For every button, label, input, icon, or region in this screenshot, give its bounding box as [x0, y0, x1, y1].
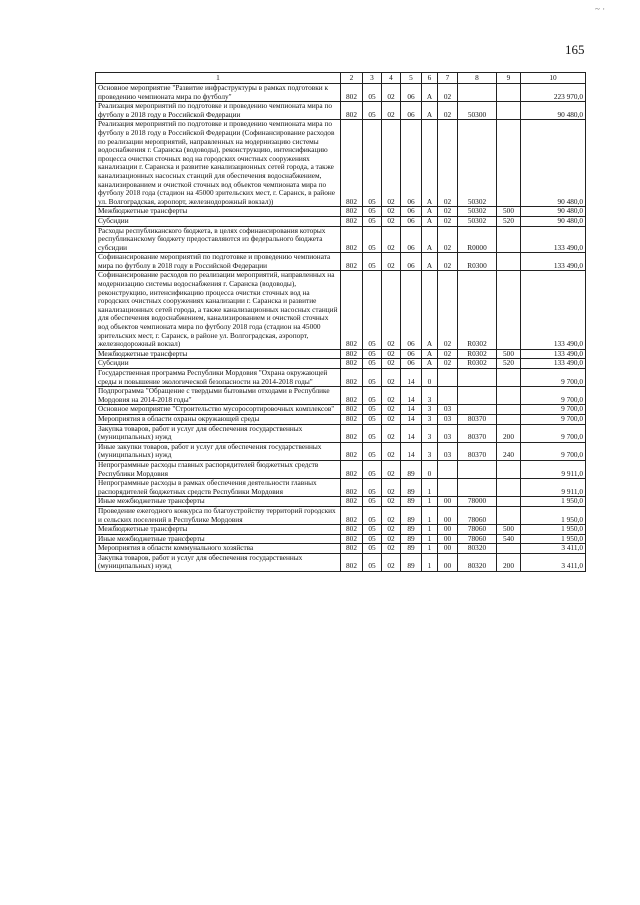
- table-row: [96, 369, 586, 387]
- row-code-subprogram: А: [422, 359, 438, 369]
- row-code-event: 02: [438, 216, 458, 226]
- row-code-event: 02: [438, 349, 458, 359]
- row-code-expense-type: [497, 544, 521, 554]
- row-name: Софинансирование мероприятий по подготовке и проведению чемпионата мира по футболу в 2018 году в Российской Федерации: [96, 253, 341, 271]
- row-code-admin: 802: [341, 497, 363, 507]
- row-name: Реализация мероприятий по подготовке и проведению чемпионата мира по футболу в 2018 году в Российской Федерации (Софинансирование расходов по реализации мероприятий, направленных на модернизацию системы водоснабжения г. Саранска (водоводы), реконструкцию, интенсификацию процесса очистки сточных вод на городских очистных сооружениях канализации г. Саранска и развитие канализационных сетей города, а также канализационных насосных станций для обеспечения водоснабжением, канализированием и очисткой сточных вод объектов чемпионата мира по футболу 2018 года (стадион на 45000 зрительских мест, г. Саранск, в районе ул. Волгоградская, аэропорт, железнодорожный вокзал)): [96, 120, 341, 207]
- row-code-subsection: 02: [382, 553, 401, 571]
- table-row: [96, 479, 586, 497]
- row-name: Основное мероприятие "Развитие инфраструктуры в рамках подготовки к проведению чемпионата мира по футболу": [96, 84, 341, 102]
- row-name: Подпрограмма "Обращение с твердыми бытовыми отходами в Республике Мордовия на 2014-2018 годы": [96, 387, 341, 405]
- row-name: Мероприятия в области коммунального хозяйства: [96, 544, 341, 554]
- row-code-program: 14: [401, 414, 422, 424]
- budget-table: [95, 72, 586, 572]
- row-code-admin: 802: [341, 207, 363, 217]
- column-header: 10: [521, 73, 586, 84]
- row-code-program: 06: [401, 216, 422, 226]
- row-code-subsection: 02: [382, 253, 401, 271]
- row-code-section: 05: [363, 253, 382, 271]
- row-code-admin: 802: [341, 102, 363, 120]
- row-amount: 133 490,0: [521, 359, 586, 369]
- row-code-program: 06: [401, 349, 422, 359]
- row-code-section: 05: [363, 553, 382, 571]
- row-code-direction: [458, 369, 497, 387]
- column-header: 1: [96, 73, 341, 84]
- row-code-event: 00: [438, 534, 458, 544]
- row-amount: 90 480,0: [521, 120, 586, 207]
- row-code-expense-type: 240: [497, 442, 521, 460]
- row-code-subsection: 02: [382, 414, 401, 424]
- row-amount: 1 950,0: [521, 497, 586, 507]
- row-code-event: 00: [438, 525, 458, 535]
- row-code-section: 05: [363, 544, 382, 554]
- row-name: Мероприятия в области охраны окружающей среды: [96, 414, 341, 424]
- row-name: Межбюджетные трансферты: [96, 525, 341, 535]
- row-code-program: 89: [401, 553, 422, 571]
- row-code-subprogram: А: [422, 349, 438, 359]
- row-name: Иные межбюджетные трансферты: [96, 497, 341, 507]
- row-amount: 133 490,0: [521, 226, 586, 253]
- row-code-section: 05: [363, 497, 382, 507]
- row-code-event: 02: [438, 102, 458, 120]
- row-code-admin: 802: [341, 525, 363, 535]
- row-code-expense-type: [497, 369, 521, 387]
- table-row: [96, 359, 586, 369]
- row-code-program: 89: [401, 497, 422, 507]
- row-code-subsection: 02: [382, 226, 401, 253]
- row-code-event: 03: [438, 424, 458, 442]
- row-code-admin: 802: [341, 226, 363, 253]
- row-code-section: 05: [363, 349, 382, 359]
- row-code-program: 06: [401, 120, 422, 207]
- row-code-program: 06: [401, 359, 422, 369]
- row-code-subsection: 02: [382, 544, 401, 554]
- row-code-expense-type: 500: [497, 525, 521, 535]
- row-code-program: 89: [401, 506, 422, 524]
- row-code-admin: 802: [341, 387, 363, 405]
- row-code-program: 06: [401, 207, 422, 217]
- row-code-direction: [458, 460, 497, 478]
- row-code-event: 03: [438, 414, 458, 424]
- row-amount: 90 480,0: [521, 216, 586, 226]
- row-amount: 9 700,0: [521, 414, 586, 424]
- row-amount: 133 490,0: [521, 271, 586, 349]
- row-code-section: 05: [363, 271, 382, 349]
- row-code-direction: 80370: [458, 424, 497, 442]
- row-amount: 9 700,0: [521, 442, 586, 460]
- row-code-expense-type: 500: [497, 207, 521, 217]
- row-code-section: 05: [363, 460, 382, 478]
- row-code-subprogram: 1: [422, 497, 438, 507]
- row-code-section: 05: [363, 506, 382, 524]
- row-code-section: 05: [363, 534, 382, 544]
- row-name: Иные закупки товаров, работ и услуг для обеспечения государственных (муниципальных) нужд: [96, 442, 341, 460]
- row-code-program: 14: [401, 442, 422, 460]
- row-code-subsection: 02: [382, 207, 401, 217]
- row-amount: 90 480,0: [521, 102, 586, 120]
- row-code-direction: 78000: [458, 497, 497, 507]
- row-code-section: 05: [363, 414, 382, 424]
- column-header: 6: [422, 73, 438, 84]
- row-code-direction: 50302: [458, 207, 497, 217]
- row-code-subsection: 02: [382, 84, 401, 102]
- row-code-direction: R0302: [458, 359, 497, 369]
- table-row: [96, 349, 586, 359]
- row-code-admin: 802: [341, 359, 363, 369]
- table-row: [96, 120, 586, 207]
- row-name: Проведение ежегодного конкурса по благоустройству территорий городских и сельских поселений в Республике Мордовия: [96, 506, 341, 524]
- row-code-expense-type: 200: [497, 553, 521, 571]
- row-code-event: 02: [438, 207, 458, 217]
- row-code-event: 00: [438, 497, 458, 507]
- row-code-subprogram: А: [422, 207, 438, 217]
- row-code-admin: 802: [341, 424, 363, 442]
- row-code-direction: R0300: [458, 253, 497, 271]
- row-name: Расходы республиканского бюджета, в целях софинансирования которых республиканскому бюджету предоставляются из федерального бюджета субсидии: [96, 226, 341, 253]
- row-code-direction: [458, 387, 497, 405]
- row-amount: 90 480,0: [521, 207, 586, 217]
- row-code-subprogram: 3: [422, 424, 438, 442]
- column-header: 9: [497, 73, 521, 84]
- row-amount: 9 911,0: [521, 479, 586, 497]
- row-code-program: 89: [401, 544, 422, 554]
- table-row: [96, 442, 586, 460]
- row-code-direction: R0302: [458, 349, 497, 359]
- row-code-subprogram: 1: [422, 525, 438, 535]
- row-code-admin: 802: [341, 534, 363, 544]
- row-code-program: 89: [401, 460, 422, 478]
- row-code-admin: 802: [341, 253, 363, 271]
- row-amount: 1 950,0: [521, 506, 586, 524]
- row-code-direction: 78060: [458, 506, 497, 524]
- row-code-event: 02: [438, 84, 458, 102]
- column-header: 7: [438, 73, 458, 84]
- row-code-expense-type: [497, 405, 521, 415]
- row-code-subsection: 02: [382, 349, 401, 359]
- row-code-section: 05: [363, 84, 382, 102]
- row-amount: 3 411,0: [521, 544, 586, 554]
- row-code-direction: 50300: [458, 102, 497, 120]
- table-row: [96, 525, 586, 535]
- row-code-subsection: 02: [382, 120, 401, 207]
- row-code-expense-type: [497, 102, 521, 120]
- row-code-subsection: 02: [382, 102, 401, 120]
- row-code-expense-type: 200: [497, 424, 521, 442]
- row-code-subprogram: 1: [422, 479, 438, 497]
- row-code-subsection: 02: [382, 405, 401, 415]
- row-code-section: 05: [363, 359, 382, 369]
- row-code-subsection: 02: [382, 216, 401, 226]
- row-code-event: 03: [438, 405, 458, 415]
- row-code-event: [438, 369, 458, 387]
- row-code-section: 05: [363, 387, 382, 405]
- row-code-section: 05: [363, 405, 382, 415]
- table-row: [96, 497, 586, 507]
- table-row: [96, 544, 586, 554]
- row-code-event: [438, 479, 458, 497]
- row-code-direction: 80320: [458, 553, 497, 571]
- table-row: [96, 253, 586, 271]
- row-code-program: 06: [401, 84, 422, 102]
- row-code-subsection: 02: [382, 479, 401, 497]
- row-code-direction: 80320: [458, 544, 497, 554]
- row-name: Софинансирование расходов по реализации мероприятий, направленных на модернизацию системы водоснабжения г. Саранска (водоводы), реконструкцию, интенсификацию процесса очистки сточных вод на городских очистных сооружениях канализации г. Саранска и развитие канализационных сетей города, а также канализационных насосных станций для обеспечения водоснабжением, канализированием и очисткой сточных вод объектов чемпионата мира по футболу 2018 года (стадион на 45000 зрительских мест, г. Саранск, в районе ул. Волгоградская, аэропорт, железнодорожный вокзал): [96, 271, 341, 349]
- row-code-subsection: 02: [382, 506, 401, 524]
- row-amount: 3 411,0: [521, 553, 586, 571]
- row-name: Государственная программа Республики Мордовия "Охрана окружающей среды и повышение экологической безопасности на 2014-2018 годы": [96, 369, 341, 387]
- row-code-program: 14: [401, 387, 422, 405]
- row-code-subprogram: А: [422, 102, 438, 120]
- table-row: [96, 84, 586, 102]
- column-header: 8: [458, 73, 497, 84]
- row-code-program: 06: [401, 102, 422, 120]
- row-code-section: 05: [363, 525, 382, 535]
- row-code-subprogram: А: [422, 84, 438, 102]
- row-amount: 9 700,0: [521, 369, 586, 387]
- row-code-event: 00: [438, 544, 458, 554]
- row-code-event: 02: [438, 253, 458, 271]
- row-code-subsection: 02: [382, 271, 401, 349]
- row-code-program: 06: [401, 271, 422, 349]
- row-code-program: 89: [401, 534, 422, 544]
- table-row: [96, 226, 586, 253]
- row-amount: 1 950,0: [521, 534, 586, 544]
- row-code-expense-type: [497, 387, 521, 405]
- row-code-admin: 802: [341, 405, 363, 415]
- row-code-subprogram: 3: [422, 405, 438, 415]
- row-code-subprogram: А: [422, 271, 438, 349]
- row-code-event: 02: [438, 120, 458, 207]
- row-amount: 9 700,0: [521, 424, 586, 442]
- row-code-expense-type: [497, 506, 521, 524]
- table-row: [96, 271, 586, 349]
- row-code-expense-type: [497, 414, 521, 424]
- row-code-direction: 50302: [458, 120, 497, 207]
- row-code-admin: 802: [341, 271, 363, 349]
- row-code-subsection: 02: [382, 424, 401, 442]
- row-code-expense-type: [497, 497, 521, 507]
- table-row: [96, 387, 586, 405]
- corner-mark: ~ ·: [595, 4, 606, 14]
- row-code-program: 06: [401, 253, 422, 271]
- table-row: [96, 460, 586, 478]
- header-row: [96, 73, 586, 84]
- row-code-subsection: 02: [382, 359, 401, 369]
- row-code-expense-type: 520: [497, 359, 521, 369]
- row-code-subprogram: 0: [422, 369, 438, 387]
- row-code-subprogram: 1: [422, 534, 438, 544]
- row-code-expense-type: 540: [497, 534, 521, 544]
- row-name: Основное мероприятие "Строительство мусоросортировочных комплексов": [96, 405, 341, 415]
- row-code-admin: 802: [341, 369, 363, 387]
- row-code-admin: 802: [341, 544, 363, 554]
- row-amount: 9 700,0: [521, 405, 586, 415]
- row-name: Иные межбюджетные трансферты: [96, 534, 341, 544]
- row-code-subsection: 02: [382, 497, 401, 507]
- table-row: [96, 553, 586, 571]
- row-name: Реализация мероприятий по подготовке и проведению чемпионата мира по футболу в 2018 году в Российской Федерации: [96, 102, 341, 120]
- row-code-direction: R0302: [458, 271, 497, 349]
- row-name: Субсидии: [96, 359, 341, 369]
- row-code-subprogram: 3: [422, 387, 438, 405]
- row-code-subprogram: А: [422, 226, 438, 253]
- row-code-subprogram: А: [422, 216, 438, 226]
- row-code-subsection: 02: [382, 460, 401, 478]
- row-name: Субсидии: [96, 216, 341, 226]
- row-code-expense-type: [497, 84, 521, 102]
- row-code-expense-type: [497, 120, 521, 207]
- row-code-subprogram: 3: [422, 442, 438, 460]
- row-code-admin: 802: [341, 349, 363, 359]
- row-code-event: 02: [438, 271, 458, 349]
- row-code-subsection: 02: [382, 442, 401, 460]
- column-header: 4: [382, 73, 401, 84]
- row-code-event: 02: [438, 359, 458, 369]
- row-name: Непрограммные расходы главных распорядителей бюджетных средств Республики Мордовия: [96, 460, 341, 478]
- row-amount: 133 490,0: [521, 253, 586, 271]
- row-code-subsection: 02: [382, 387, 401, 405]
- row-code-program: 89: [401, 479, 422, 497]
- row-code-section: 05: [363, 226, 382, 253]
- row-code-admin: 802: [341, 442, 363, 460]
- row-code-event: [438, 387, 458, 405]
- row-amount: 9 911,0: [521, 460, 586, 478]
- row-name: Межбюджетные трансферты: [96, 349, 341, 359]
- row-name: Закупка товаров, работ и услуг для обеспечения государственных (муниципальных) нужд: [96, 553, 341, 571]
- row-code-direction: [458, 84, 497, 102]
- row-code-direction: 78060: [458, 525, 497, 535]
- row-code-subprogram: 1: [422, 544, 438, 554]
- row-code-section: 05: [363, 369, 382, 387]
- table-row: [96, 216, 586, 226]
- row-code-program: 14: [401, 369, 422, 387]
- row-amount: 133 490,0: [521, 349, 586, 359]
- column-header: 3: [363, 73, 382, 84]
- row-code-section: 05: [363, 424, 382, 442]
- row-code-direction: 80370: [458, 442, 497, 460]
- row-code-section: 05: [363, 479, 382, 497]
- row-code-direction: 78060: [458, 534, 497, 544]
- row-code-program: 06: [401, 226, 422, 253]
- row-code-expense-type: [497, 253, 521, 271]
- row-code-section: 05: [363, 120, 382, 207]
- row-code-subsection: 02: [382, 369, 401, 387]
- row-code-admin: 802: [341, 460, 363, 478]
- row-code-direction: R0000: [458, 226, 497, 253]
- table-row: [96, 534, 586, 544]
- row-code-program: 14: [401, 405, 422, 415]
- row-amount: 223 970,0: [521, 84, 586, 102]
- page-number: 165: [565, 42, 585, 57]
- row-code-subprogram: А: [422, 253, 438, 271]
- row-code-admin: 802: [341, 120, 363, 207]
- row-code-admin: 802: [341, 506, 363, 524]
- row-code-expense-type: [497, 271, 521, 349]
- row-name: Закупка товаров, работ и услуг для обеспечения государственных (муниципальных) нужд: [96, 424, 341, 442]
- table-row: [96, 207, 586, 217]
- row-code-subsection: 02: [382, 534, 401, 544]
- row-code-direction: 80370: [458, 414, 497, 424]
- row-code-expense-type: [497, 479, 521, 497]
- row-code-event: 00: [438, 553, 458, 571]
- row-code-program: 89: [401, 525, 422, 535]
- row-code-direction: 50302: [458, 216, 497, 226]
- row-code-subprogram: 1: [422, 506, 438, 524]
- row-code-subprogram: 0: [422, 460, 438, 478]
- row-code-expense-type: [497, 226, 521, 253]
- row-code-admin: 802: [341, 216, 363, 226]
- table-row: [96, 102, 586, 120]
- row-code-event: 02: [438, 226, 458, 253]
- row-name: Межбюджетные трансферты: [96, 207, 341, 217]
- row-code-subprogram: 3: [422, 414, 438, 424]
- column-header: 5: [401, 73, 422, 84]
- row-code-section: 05: [363, 207, 382, 217]
- row-code-subsection: 02: [382, 525, 401, 535]
- row-code-subprogram: А: [422, 120, 438, 207]
- row-code-subprogram: 1: [422, 553, 438, 571]
- table-row: [96, 506, 586, 524]
- table-row: [96, 405, 586, 415]
- row-code-admin: 802: [341, 84, 363, 102]
- row-code-program: 14: [401, 424, 422, 442]
- table-row: [96, 424, 586, 442]
- row-code-event: [438, 460, 458, 478]
- row-amount: 9 700,0: [521, 387, 586, 405]
- row-code-event: 03: [438, 442, 458, 460]
- table-row: [96, 414, 586, 424]
- row-code-section: 05: [363, 216, 382, 226]
- row-code-section: 05: [363, 102, 382, 120]
- row-code-expense-type: 500: [497, 349, 521, 359]
- row-code-expense-type: 520: [497, 216, 521, 226]
- row-code-admin: 802: [341, 414, 363, 424]
- column-header: 2: [341, 73, 363, 84]
- row-code-admin: 802: [341, 553, 363, 571]
- row-code-direction: [458, 479, 497, 497]
- row-name: Непрограммные расходы в рамках обеспечения деятельности главных распорядителей бюджетных средств Республики Мордовия: [96, 479, 341, 497]
- row-code-expense-type: [497, 460, 521, 478]
- row-code-event: 00: [438, 506, 458, 524]
- row-code-admin: 802: [341, 479, 363, 497]
- row-code-section: 05: [363, 442, 382, 460]
- row-code-direction: [458, 405, 497, 415]
- row-amount: 1 950,0: [521, 525, 586, 535]
